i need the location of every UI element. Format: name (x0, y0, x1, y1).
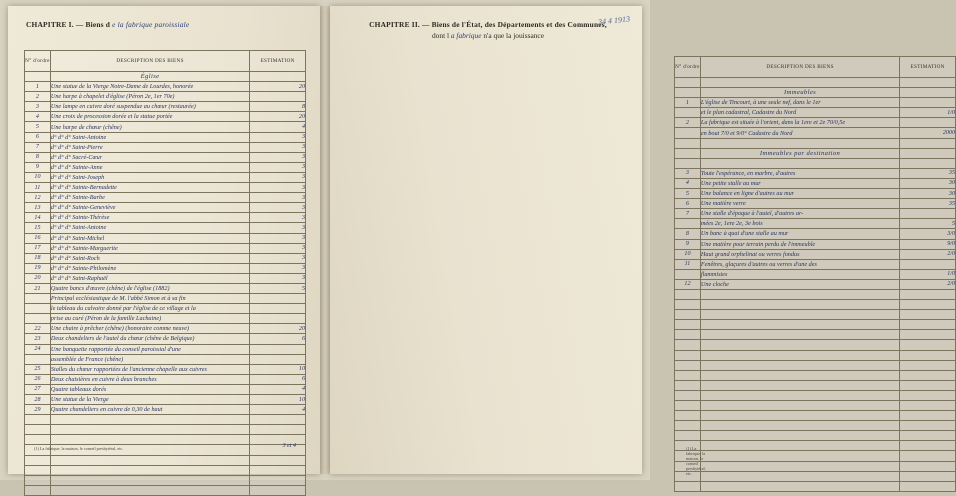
blank-row (25, 415, 306, 425)
row-description: d° d° d° Sainte-Barbe (50, 193, 249, 203)
row-description: Une croix de procession dorée et la statue portée (50, 112, 249, 122)
row-estimation: 3 (250, 233, 306, 243)
row-number (25, 314, 51, 324)
row-number: 17 (25, 243, 51, 253)
row-number: 27 (25, 384, 51, 394)
row-estimation: 3 (250, 243, 306, 253)
table-row (675, 178, 956, 188)
table-row (25, 324, 306, 334)
row-number: 7 (675, 209, 701, 219)
table-row (25, 304, 306, 314)
row-estimation (250, 92, 306, 102)
row-description: Une matière verre (700, 199, 899, 209)
row-description: Une chaire à prêcher (chêne) (honoraire comme neuve) (50, 324, 249, 334)
right-col-estimation: ESTIMATION (900, 57, 956, 78)
row-number: 20 (25, 273, 51, 283)
row-number: 5 (675, 189, 701, 199)
row-estimation: 3 (250, 142, 306, 152)
blank-row (675, 78, 956, 88)
row-estimation: 5 (250, 283, 306, 293)
row-estimation: 3 (250, 152, 306, 162)
table-row (675, 118, 956, 128)
right-section-title-immeubles-destination: Immeubles par destination (700, 148, 899, 158)
row-estimation: 4 (250, 384, 306, 394)
row-estimation: 9/0 (900, 239, 956, 249)
blank-row (675, 461, 956, 471)
left-footnote: (1) La fabrique, la maison, le conseil presbytéral, etc. (34, 446, 124, 451)
blank-row (675, 330, 956, 340)
row-number: 6 (675, 199, 701, 209)
table-row (25, 82, 306, 92)
blank-row (25, 455, 306, 465)
blank-row (675, 441, 956, 451)
row-estimation: 3 (250, 253, 306, 263)
row-number: 2 (675, 118, 701, 128)
table-row (25, 334, 306, 344)
table-row (25, 132, 306, 142)
row-estimation (900, 98, 956, 108)
row-estimation: 3 (250, 162, 306, 172)
row-number: 18 (25, 253, 51, 263)
row-estimation: 4 (250, 122, 306, 132)
blank-row (675, 380, 956, 390)
row-number: 19 (25, 263, 51, 273)
blank-row (675, 390, 956, 400)
row-number (25, 294, 51, 304)
blank-row (675, 431, 956, 441)
right-page (330, 6, 955, 476)
table-row (675, 249, 956, 259)
table-row (25, 152, 306, 162)
blank-row (675, 138, 956, 148)
section-heading-row (675, 88, 956, 98)
blank-row (675, 300, 956, 310)
row-estimation: 3/0 (900, 229, 956, 239)
row-description: d° d° d° Sainte-Geneviève (50, 203, 249, 213)
row-estimation: 3 (250, 273, 306, 283)
table-row (25, 405, 306, 415)
row-estimation: 1/0 (900, 269, 956, 279)
row-description: Deux chandeliers de l'autel du chœur (chêne de Belgique) (50, 334, 249, 344)
row-estimation: 35 (900, 168, 956, 178)
table-row (675, 168, 956, 178)
right-chapter-label: CHAPITRE II. — Biens de l'État, des Départements et des Communes, (369, 20, 607, 29)
blank-row (675, 421, 956, 431)
row-number: 9 (675, 239, 701, 249)
row-description: Une statue de la Vierge (50, 395, 249, 405)
row-number: 8 (25, 152, 51, 162)
row-number: 11 (25, 183, 51, 193)
row-estimation (250, 304, 306, 314)
row-estimation: 6 (250, 334, 306, 344)
row-estimation: 20 (250, 112, 306, 122)
row-estimation: 2/0 (900, 249, 956, 259)
row-description: le tableau du calvaire donné par l'église de ce village et la (50, 304, 249, 314)
section-heading-row (675, 148, 956, 158)
row-description: d° d° d° Sacré-Cœur (50, 152, 249, 162)
table-row (25, 122, 306, 132)
left-section-title: Église (50, 72, 249, 82)
table-row (675, 229, 956, 239)
blank-row (675, 451, 956, 461)
spine-note: 34 4 1913 (597, 14, 631, 27)
row-description: Fenêtres, glaçures d'autres ou verres d'une des (700, 259, 899, 269)
row-number: 12 (25, 193, 51, 203)
row-number: 14 (25, 213, 51, 223)
row-number (675, 219, 701, 229)
row-description: d° d° d° Sainte-Bernadette (50, 183, 249, 193)
blank-row (675, 350, 956, 360)
row-number (25, 354, 51, 364)
left-col-description: DESCRIPTION DES BIENS (50, 51, 249, 72)
row-description: Une cloche (700, 279, 899, 289)
row-estimation: 3 (250, 132, 306, 142)
row-number: 3 (675, 168, 701, 178)
row-number: 4 (25, 112, 51, 122)
table-row (25, 243, 306, 253)
section-number-cell (675, 148, 701, 158)
left-col-estimation: ESTIMATION (250, 51, 306, 72)
table-row (25, 233, 306, 243)
row-number: 24 (25, 344, 51, 354)
row-number: 6 (25, 132, 51, 142)
section-estimation-cell (900, 88, 956, 98)
row-description: d° d° d° Sainte-Marguerite (50, 243, 249, 253)
row-number: 1 (675, 98, 701, 108)
right-col-number: N° d'ordre (675, 57, 701, 78)
left-page-header (26, 20, 306, 29)
row-description: d° d° d° Saint-Antoine (50, 223, 249, 233)
right-chapter-sub-pre: dont l (431, 31, 450, 40)
row-description: d° d° d° Saint-Michel (50, 233, 249, 243)
section-estimation-cell (250, 72, 306, 82)
row-estimation: 3 (250, 223, 306, 233)
right-col-description: DESCRIPTION DES BIENS (700, 57, 899, 78)
table-row (25, 395, 306, 405)
table-row (25, 283, 306, 293)
left-inventory-table (24, 50, 306, 496)
row-number: 16 (25, 233, 51, 243)
table-row (25, 354, 306, 364)
right-chapter-sub-post: n'a que la jouissance (483, 31, 544, 40)
blank-row (675, 320, 956, 330)
table-row (675, 189, 956, 199)
row-estimation (900, 209, 956, 219)
row-description: flammistes (700, 269, 899, 279)
row-estimation: 10 (250, 364, 306, 374)
row-description: Quatre bancs d'œuvre (chêne) de l'église (1882) (50, 283, 249, 293)
right-section-title-immeubles: Immeubles (700, 88, 899, 98)
table-row (675, 199, 956, 209)
row-number (25, 304, 51, 314)
row-estimation (250, 314, 306, 324)
row-estimation: 3 (250, 183, 306, 193)
table-row (675, 209, 956, 219)
row-estimation: 35 (900, 199, 956, 209)
table-row (675, 108, 956, 118)
table-row (25, 384, 306, 394)
table-row (675, 128, 956, 138)
blank-row (675, 289, 956, 299)
row-description: Quatre tableaux dorés (50, 384, 249, 394)
left-page-number: 3 et 4 (282, 443, 296, 449)
table-row (25, 102, 306, 112)
row-description: Quatre chandeliers en cuivre de 0,30 de haut (50, 405, 249, 415)
row-estimation (250, 354, 306, 364)
row-number: 8 (675, 229, 701, 239)
blank-row (25, 465, 306, 475)
table-row (25, 172, 306, 182)
row-estimation: 20 (250, 324, 306, 334)
row-description: mées 2e, 1ere 2e, 3e bois (700, 219, 899, 229)
row-estimation: 3 (250, 203, 306, 213)
row-number: 12 (675, 279, 701, 289)
row-estimation: 2000 (900, 128, 956, 138)
right-inventory-table (674, 56, 956, 492)
row-estimation: 5 (900, 219, 956, 229)
blank-row (675, 481, 956, 491)
left-chapter-script: e la fabrique paroissiale (112, 20, 190, 29)
row-description: d° d° d° Saint-Antoine (50, 132, 249, 142)
row-number: 7 (25, 142, 51, 152)
table-row (675, 239, 956, 249)
blank-row (25, 435, 306, 445)
row-number: 11 (675, 259, 701, 269)
row-description: Haut grand orphelinat ou verres fondus (700, 249, 899, 259)
table-row (25, 142, 306, 152)
row-description: d° d° d° Saint-Roch (50, 253, 249, 263)
table-row (25, 92, 306, 102)
row-description: assemblée de France (chêne) (50, 354, 249, 364)
row-description: Une stalle d'époque à l'autel, d'autres ar- (700, 209, 899, 219)
row-estimation: 30 (900, 178, 956, 188)
blank-row (675, 411, 956, 421)
section-estimation-cell (900, 148, 956, 158)
right-page-header (348, 20, 628, 40)
row-number: 26 (25, 374, 51, 384)
row-number: 10 (25, 172, 51, 182)
row-description: Principal ecclésiastique de M. l'abbé Simon et à sa fin (50, 294, 249, 304)
table-row (25, 223, 306, 233)
row-estimation: 3 (250, 263, 306, 273)
row-estimation: 10 (250, 395, 306, 405)
row-number: 3 (25, 102, 51, 112)
row-number: 23 (25, 334, 51, 344)
row-description: d° d° d° Sainte-Thérèse (50, 213, 249, 223)
row-description: Une petite stalle au mur (700, 178, 899, 188)
row-number: 13 (25, 203, 51, 213)
row-number: 21 (25, 283, 51, 293)
left-col-number: N° d'ordre (25, 51, 51, 72)
table-row (675, 259, 956, 269)
row-description: d° d° d° Saint-Joseph (50, 172, 249, 182)
table-row (675, 279, 956, 289)
row-estimation (250, 344, 306, 354)
row-description: Une lampe en cuivre doré suspendue au chœur (restaurée) (50, 102, 249, 112)
row-number: 4 (675, 178, 701, 188)
row-estimation: 20 (250, 82, 306, 92)
section-number-cell (675, 88, 701, 98)
row-number (675, 269, 701, 279)
row-number: 29 (25, 405, 51, 415)
table-row (25, 374, 306, 384)
blank-row (675, 360, 956, 370)
row-estimation: 2/0 (900, 279, 956, 289)
row-number: 9 (25, 162, 51, 172)
row-estimation: 4 (250, 405, 306, 415)
table-row (675, 98, 956, 108)
row-description: Une harpe à chapelet d'église (Péron 2e, 1er 70e) (50, 92, 249, 102)
row-description: Un banc à quai d'une stalle au mur (700, 229, 899, 239)
row-estimation: 6 (250, 374, 306, 384)
table-row (675, 219, 956, 229)
left-chapter-label: CHAPITRE I. — Biens d (26, 20, 111, 29)
table-row (675, 269, 956, 279)
row-number: 2 (25, 92, 51, 102)
table-row (25, 162, 306, 172)
table-row (25, 193, 306, 203)
row-description: Une balance en ligne d'autres au mur (700, 189, 899, 199)
row-description: Stalles du chœur rapportées de l'ancienne chapelle aux cuivres (50, 364, 249, 374)
row-number: 5 (25, 122, 51, 132)
row-number: 10 (675, 249, 701, 259)
row-estimation: 30 (900, 189, 956, 199)
table-row (25, 183, 306, 193)
table-row (25, 314, 306, 324)
row-number: 15 (25, 223, 51, 233)
row-estimation: 3 (250, 213, 306, 223)
right-chapter-sub-script: a fabrique (450, 31, 482, 40)
row-description: d° d° d° Sainte-Philomène (50, 263, 249, 273)
row-description: L'église de Tincourt, à une seule nef, dans le 1er (700, 98, 899, 108)
row-estimation: 8 (250, 102, 306, 112)
row-estimation: 3 (250, 193, 306, 203)
row-description: en bout 7/0 et 9/0° Cadastre du Nord (700, 128, 899, 138)
left-page (8, 6, 320, 474)
table-row (25, 344, 306, 354)
row-number (675, 128, 701, 138)
blank-row (675, 471, 956, 481)
row-description: d° d° d° Sainte-Anne (50, 162, 249, 172)
row-description: Deux chaisières en cuivre à deux branches (50, 374, 249, 384)
blank-row (675, 340, 956, 350)
row-number (675, 108, 701, 118)
row-estimation: 3 (250, 172, 306, 182)
row-number: 22 (25, 324, 51, 334)
table-row (25, 253, 306, 263)
row-number: 25 (25, 364, 51, 374)
row-description: La fabrique est située à l'orient, dans la 1ere et 2e 70/0,5e (700, 118, 899, 128)
section-number-cell (25, 72, 51, 82)
section-heading-row (25, 72, 306, 82)
table-row (25, 213, 306, 223)
row-number: 1 (25, 82, 51, 92)
table-row (25, 273, 306, 283)
row-description: d° d° d° Saint-Raphaël (50, 273, 249, 283)
row-description: d° d° d° Saint-Pierre (50, 142, 249, 152)
blank-row (25, 425, 306, 435)
blank-row (25, 475, 306, 485)
row-description: Une banquette rapportée du conseil paroissial d'une (50, 344, 249, 354)
table-row (25, 203, 306, 213)
row-description: Une statue de la Vierge Notre-Dame de Lourdes, honorée (50, 82, 249, 92)
row-description: Une harpe de chœur (chêne) (50, 122, 249, 132)
row-estimation (250, 294, 306, 304)
table-row (25, 263, 306, 273)
blank-row (675, 310, 956, 320)
row-description: prise au curé (Péron de la famille Lachaine) (50, 314, 249, 324)
blank-row (675, 401, 956, 411)
row-description: Une matière pour terrain perdu de l'immeuble (700, 239, 899, 249)
table-row (25, 364, 306, 374)
table-row (25, 294, 306, 304)
blank-row (675, 370, 956, 380)
row-description: Toute l'espérance, en marbre, d'autres (700, 168, 899, 178)
row-estimation (900, 259, 956, 269)
row-estimation (900, 118, 956, 128)
row-description: et le plan cadastral, Cadastre du Nord (700, 108, 899, 118)
right-footnote: (1) La fabrique, la maison, le conseil presbytéral, etc. (686, 446, 706, 476)
row-number: 28 (25, 395, 51, 405)
blank-row (675, 158, 956, 168)
table-row (25, 112, 306, 122)
row-estimation: 1/0 (900, 108, 956, 118)
blank-row (25, 485, 306, 495)
